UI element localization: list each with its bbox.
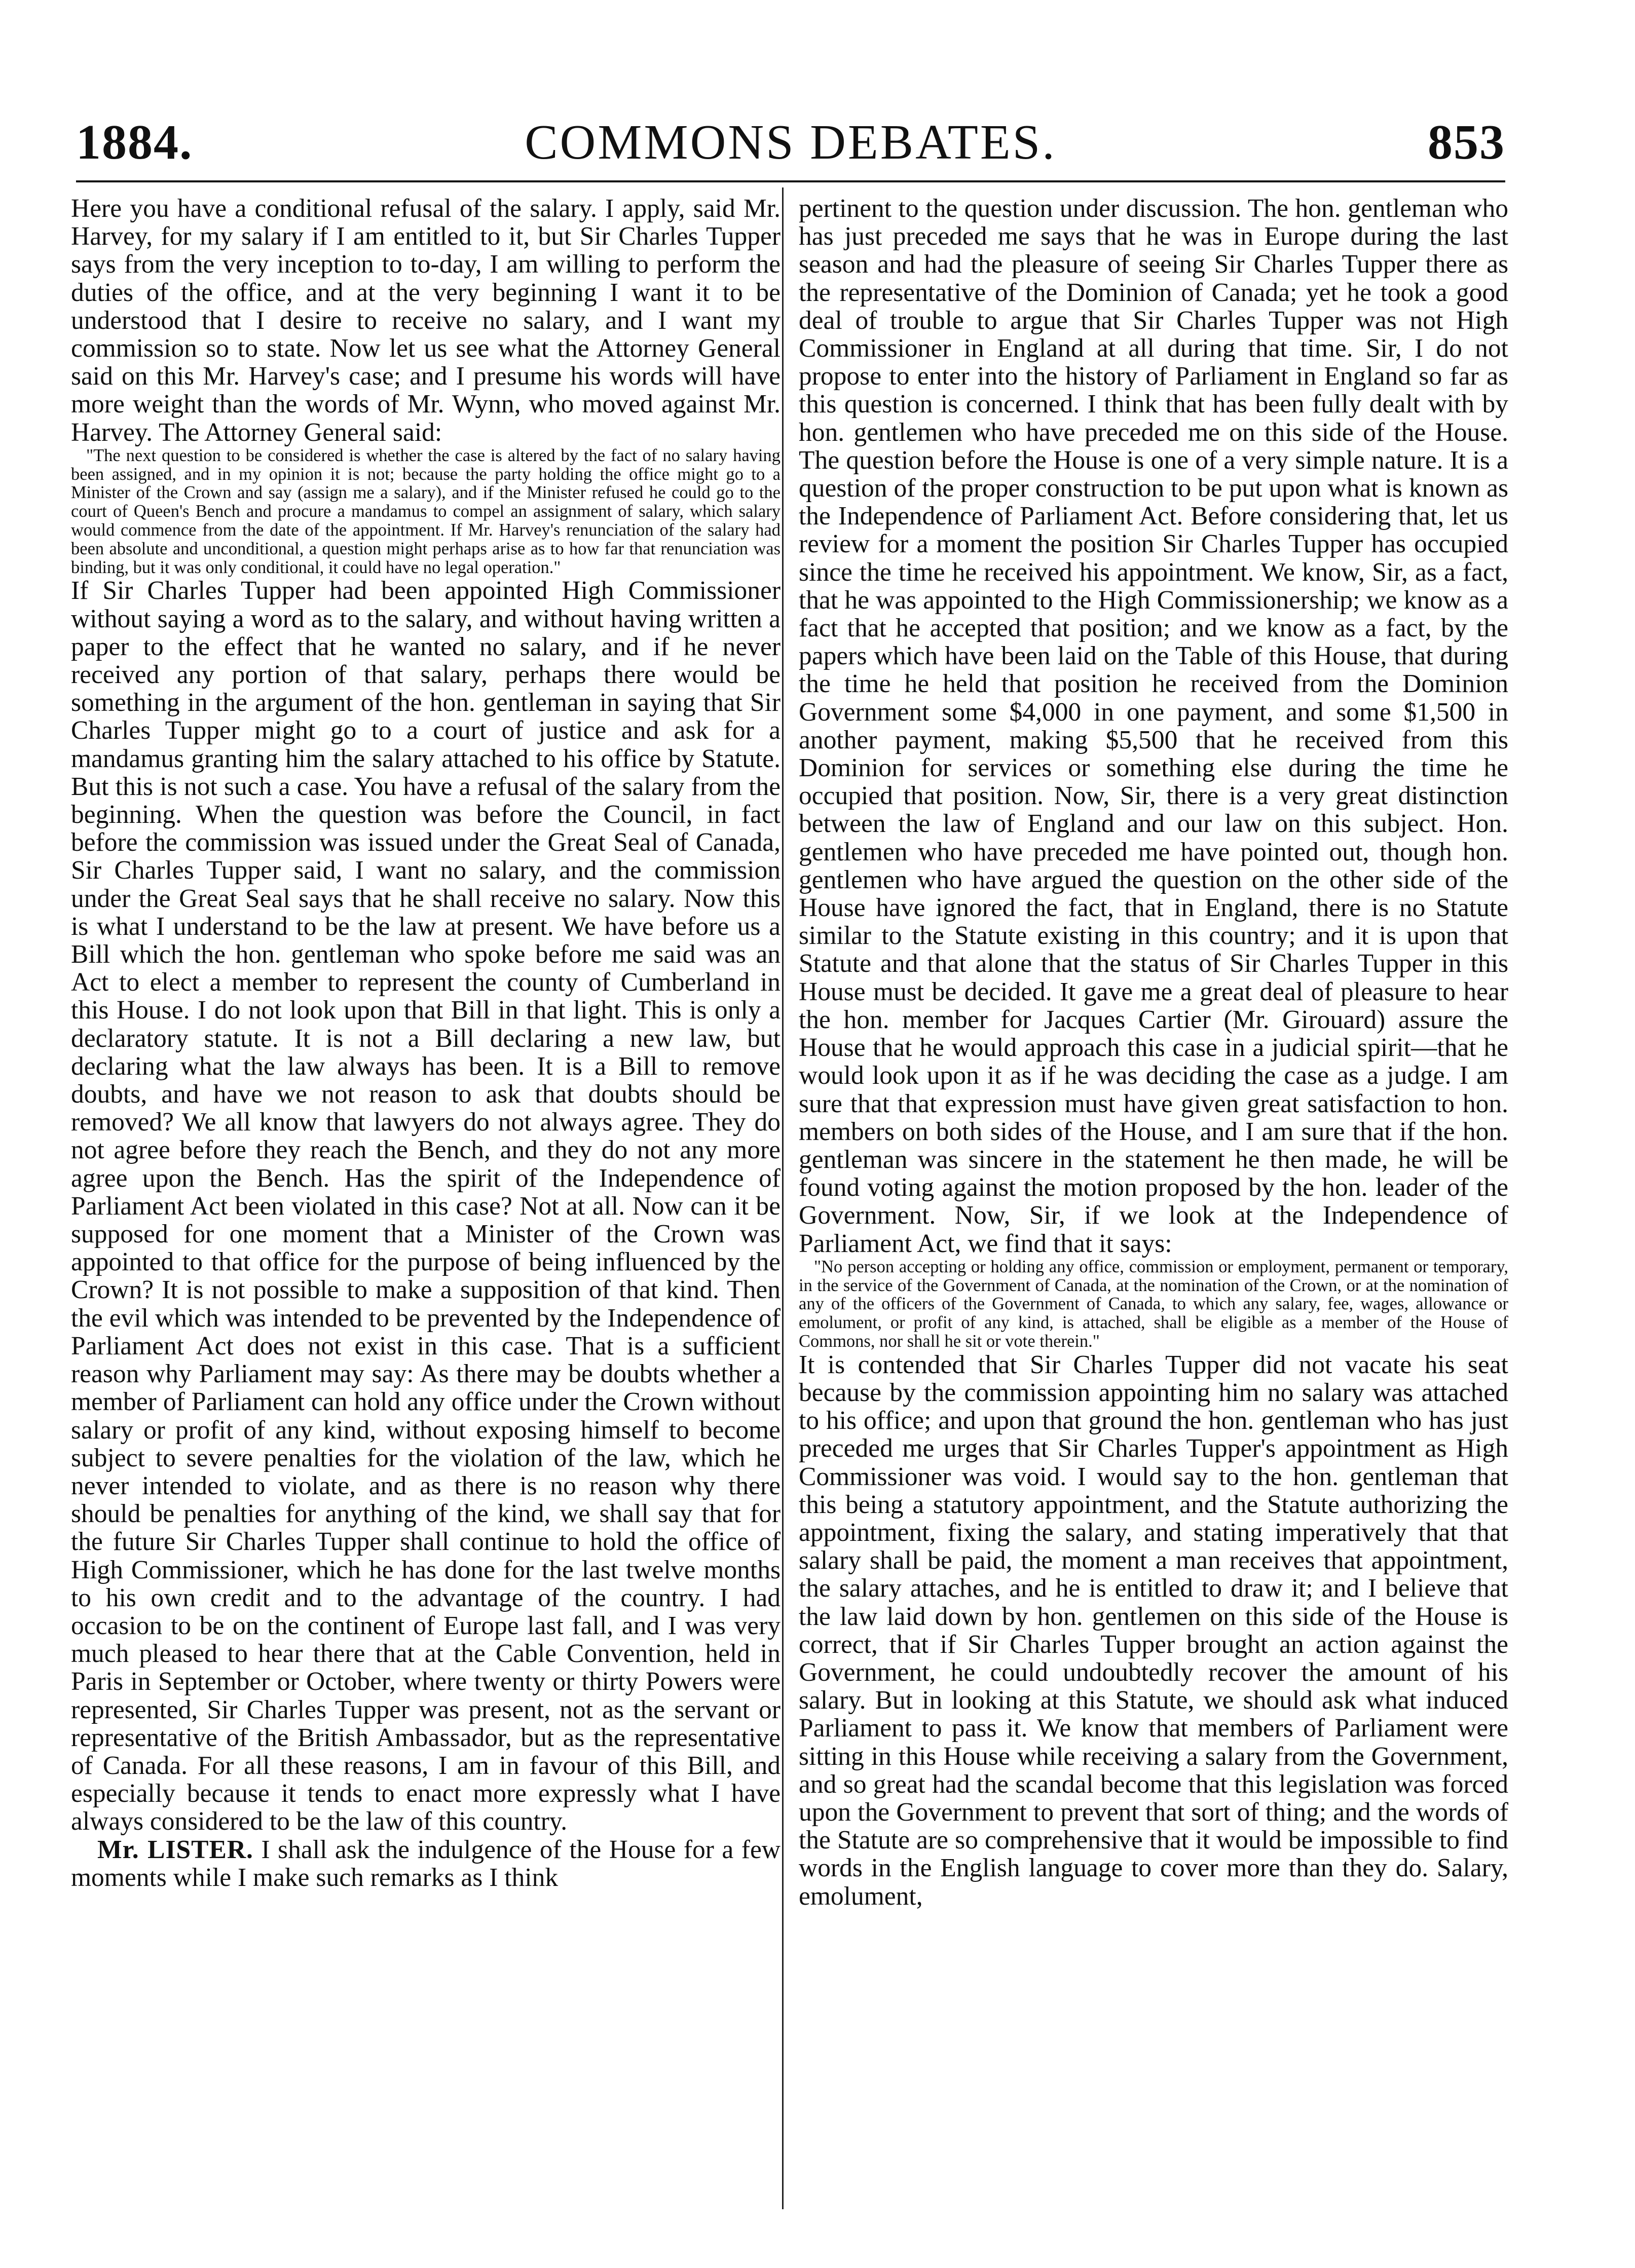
header-page-number: 853 xyxy=(1428,115,1505,170)
right-paragraph-1: pertinent to the question under discussion. The hon. gentleman who has just preceded me says that he was in Europe during the last season and had the pleasure of seeing Sir Charles Tupper there as the representative of the Dominion of Canada; yet he took a good deal of trouble to argue that Sir Charles Tupper was not High Commissioner in England at all during that time. Sir, I do not propose to enter into the history of Parliament in England so far as this question is concerned. I think that has been fully dealt with by hon. gentlemen who have preceded me on this side of the House. The question before the House is one of a very simple nature. It is a question of the proper construction to be put upon what is known as the Independence of Parliament Act. Before considering that, let us review for a moment the position Sir Charles Tupper has occupied since the time he received his appointment. We know, Sir, as a fact, that he was appointed to the High Commissionership; we know as a fact that he accepted that position; and we know as a fact, by the papers which have been laid on the Table of this House, that during the time he held that position he received from the Dominion Government some $4,000 in one payment, and some $1,500 in another payment, making $5,500 that he received from this Dominion for services or something else during the time he occupied that position. Now, Sir, there is a very great distinction between the law of England and our law on this subject. Hon. gentlemen who have preceded me have pointed out, though hon. gentlemen who have argued the question on the other side of the House have ignored the fact, that in England, there is no Statute similar to the Statute existing in this country; and it is upon that Statute and that alone that the status of Sir Charles Tupper in this House must be decided. It gave me a great deal of pleasure to hear the hon. member for Jacques Cartier (Mr. Girouard) assure the House that he would approach this case in a judicial spirit—that he would look upon it as if he was deciding the case as a judge. I am sure that that expression must have given great satisfaction to hon. members on both sides of the House, and I am sure that if the hon. gentleman was sincere in the statement he then made, he will be found voting against the motion proposed by the hon. leader of the Government. Now, Sir, if we look at the Independence of Parliament Act, we find that it says: xyxy=(799,194,1508,1258)
right-paragraph-2: It is contended that Sir Charles Tupper did not vacate his seat because by the commission appointing him no salary was attached to his office; and upon that ground the hon. gentleman who has just preceded me urges that Sir Charles Tupper's appointment as High Commissioner was void. I would say to the hon. gentleman that this being a statutory appointment, and the Statute authorizing the appointment, fixing the salary, and stating imperatively that that salary shall be paid, the moment a man receives that appointment, the salary attaches, and he is entitled to draw it; and I believe that the law laid down by hon. gentlemen on this side of the House is correct, that if Sir Charles Tupper brought an action against the Government, he could undoubtedly recover the amount of his salary. But in looking at this Statute, we should ask what induced Parliament to pass it. We know that members of Parliament were sitting in this House while receiving a salary from the Government, and so great had the scandal become that this legislation was forced upon the Government to prevent that sort of thing; and the words of the Statute are so comprehensive that it would be impossible to find words in the English language to cover more than they do. Salary, emolument, xyxy=(799,1350,1508,1911)
right-quotation: "No person accepting or holding any office, commission or employment, permanent or temporary, in the service of the Government of Canada, at the nomination of the Crown, or at the nomination of any of the officers of the Government of Canada, to which any salary, fee, wages, allowance or emolument, or profit of any kind, is attached, shall be eligible as a member of the House of Commons, nor shall he sit or vote therein." xyxy=(799,1257,1508,1351)
left-paragraph-3 xyxy=(71,1836,781,1892)
header-year: 1884. xyxy=(76,115,193,170)
left-paragraph-3-text: I shall ask the indulgence of the House for a few moments while I make such remarks as I think xyxy=(71,1835,781,1892)
left-quotation: "The next question to be considered is whether the case is altered by the fact of no salary having been assigned, and in my opinion it is not; because the party holding the office might go to a Minister of the Crown and say (assign me a salary), and if the Minister refused he could go to the court of Queen's Bench and procure a mandamus to compel an assignment of salary, which salary would commence from the date of the appointment. If Mr. Harvey's renunciation of the salary had been absolute and unconditional, a question might perhaps arise as to how far that renunciation was binding, but it was only conditional, it could have no legal operation." xyxy=(71,445,781,577)
header-rule xyxy=(76,180,1505,182)
left-paragraph-2: If Sir Charles Tupper had been appointed High Commissioner without saying a word as to the salary, and without having written a paper to the effect that he wanted no salary, and if he never received any portion of that salary, perhaps there would be something in the argument of the hon. gentleman in saying that Sir Charles Tupper might go to a court of justice and ask for a mandamus granting him the salary attached to his office by Statute. But this is not such a case. You have a refusal of the salary from the beginning. When the question was before the Council, in fact before the commission was issued under the Great Seal of Canada, Sir Charles Tupper said, I want no salary, and the commission under the Great Seal says that he shall receive no salary. Now this is what I understand to be the law at present. We have before us a Bill which the hon. gentleman who spoke before me said was an Act to elect a member to represent the county of Cumberland in this House. I do not look upon that Bill in that light. This is only a declaratory statute. It is not a Bill declaring a new law, but declaring what the law always has been. It is a Bill to remove doubts, and have we not reason to ask that doubts should be removed? We all know that lawyers do not always agree. They do not agree before they reach the Bench, and they do not any more agree upon the Bench. Has the spirit of the Independence of Parliament Act been violated in this case? Not at all. Now can it be supposed for one moment that a Minister of the Crown was appointed to that office for the purpose of being influenced by the Crown? It is not possible to make a supposition of that kind. Then the evil which was intended to be prevented by the Independence of Parliament Act does not exist in this case. That is a sufficient reason why Parliament may say: As there may be doubts whether a member of Parliament can hold any office under the Crown without salary or profit of any kind, without exposing himself to become subject to severe penalties for the violation of the law, which he never intended to violate, and as there is no reason why there should be penalties for anything of the kind, we shall say that for the future Sir Charles Tupper shall continue to hold the office of High Commissioner, which he has done for the last twelve months to his own credit and to the advantage of the country. I had occasion to be on the continent of Europe last fall, and I was very much pleased to hear there that at the Cable Convention, held in Paris in September or October, where twenty or thirty Powers were represented, Sir Charles Tupper was present, not as the servant or representative of the British Ambassador, but as the representative of Canada. For all these reasons, I am in favour of this Bill, and especially because it tends to enact more expressly what I have always considered to be the law of this country. xyxy=(71,576,781,1836)
speaker-name: Mr. LISTER. xyxy=(97,1835,253,1864)
right-column xyxy=(799,195,1508,1910)
page-header xyxy=(76,114,1505,175)
column-divider xyxy=(782,187,784,2209)
left-column xyxy=(71,195,781,1892)
header-title: COMMONS DEBATES. xyxy=(525,115,1057,170)
left-paragraph-1: Here you have a conditional refusal of the salary. I apply, said Mr. Harvey, for my salary if I am entitled to it, but Sir Charles Tupper says from the very inception to to-day, I am willing to perform the duties of the office, and at the very beginning I want it to be understood that I desire to receive no salary, and I want my commission so to state. Now let us see what the Attorney General said on this Mr. Harvey's case; and I presume his words will have more weight than the words of Mr. Wynn, who moved against Mr. Harvey. The Attorney General said: xyxy=(71,194,781,447)
